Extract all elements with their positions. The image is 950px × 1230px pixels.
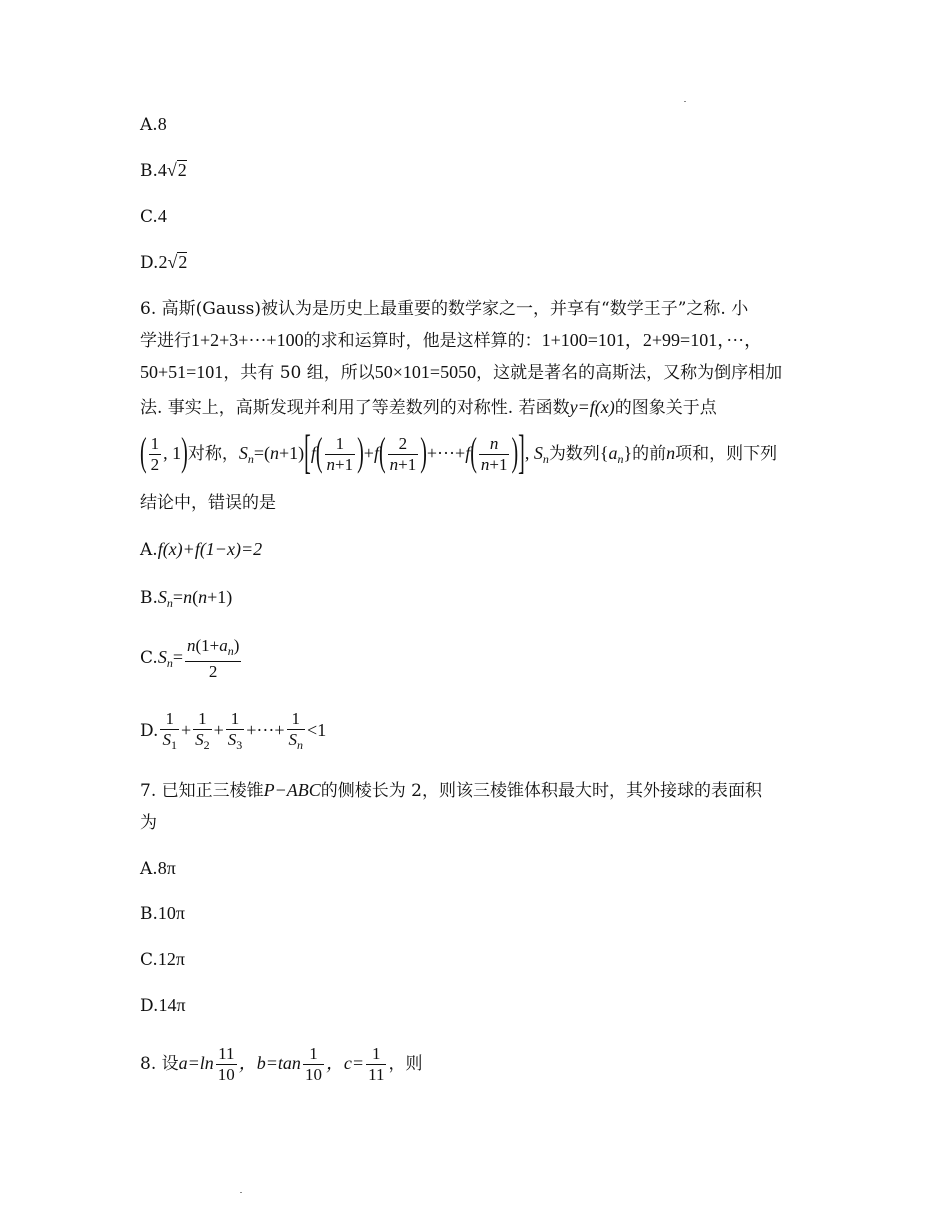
q6-option-c (140, 632, 243, 682)
fraction-one-half: $\frac{1}{2}$ (150, 434, 160, 474)
text: 8. 设 (140, 1054, 179, 1074)
text: ，则 (388, 1054, 423, 1074)
radicand: 2 (178, 252, 188, 272)
text: 的图象关于点 (614, 398, 717, 418)
fraction: $\frac{1}{11}$ (368, 1044, 385, 1084)
q7-option-c (140, 947, 185, 972)
text: ，共有 50 组，所以 (223, 363, 375, 383)
math: 50+51=101 (140, 362, 224, 382)
math: f (310, 443, 316, 463)
q8-line-1 (140, 1038, 422, 1088)
q6-line-5 (140, 428, 777, 478)
text: 为数列 (548, 444, 600, 464)
q7-option-b (140, 901, 185, 926)
option-label: A. (140, 540, 158, 560)
text: 7. 已知正三棱锥 (140, 781, 264, 801)
q6-option-a (140, 537, 262, 562)
fraction: $\frac{1}{S_3}$ (227, 708, 243, 752)
q7-option-d (140, 993, 186, 1018)
math: + (213, 720, 224, 740)
option-label: A. (140, 859, 158, 879)
paren: ( (140, 431, 147, 475)
option-label: C. (140, 648, 158, 668)
text: 的求和运算时，他是这样算的： (303, 331, 542, 351)
option-label: C. (140, 207, 158, 227)
option-label: B. (140, 161, 158, 181)
text: 法. 事实上，高斯发现并利用了等差数列的对称性. 若函数 (140, 398, 570, 418)
option-coef: 2 (158, 252, 168, 272)
fraction: $\frac{1}{S_1}$ (162, 708, 177, 752)
q6-line-1: 6. 高斯(Gauss)被认为是历史上最重要的数学家之一，并享有“数学王子”之称. 小 (140, 299, 749, 319)
fraction: $\frac{1}{10}$ (304, 1044, 322, 1084)
option-coef: 4 (157, 160, 167, 180)
bracket: [ (304, 426, 311, 480)
q7-line-1 (140, 778, 762, 803)
q5-option-b (140, 158, 187, 183)
bracket: ] (518, 426, 525, 480)
paren: ) (420, 431, 427, 475)
math: a=ln (178, 1053, 214, 1073)
text: ，这就是著名的高斯法，又称为倒序相加 (476, 363, 783, 383)
math: 1+100=101，2+99=101，···， (541, 330, 763, 350)
paren: ( (315, 431, 323, 475)
fraction: $\frac{n}{n+1}$ (480, 434, 508, 474)
paren: ( (378, 431, 386, 475)
fraction: $\frac{1}{S_2}$ (195, 708, 210, 752)
math: n (666, 443, 676, 463)
q5-option-c (140, 204, 167, 229)
option-value: 14π (158, 995, 186, 1015)
math: +···+ (246, 720, 285, 740)
q6-option-b (140, 585, 232, 615)
text: 的侧棱长为 2，则该三棱锥体积最大时，其外接球的表面积 (320, 781, 762, 801)
option-label: B. (140, 904, 158, 924)
q6-line-3 (140, 360, 782, 385)
math: <1 (307, 720, 327, 740)
paren: ) (181, 431, 188, 475)
math: =(n+1) (253, 443, 305, 463)
option-value: 4 (157, 206, 167, 226)
math: ，c= (325, 1053, 365, 1073)
math: $S_n=$ (157, 647, 183, 670)
fraction: $\frac{1}{S_n}$ (288, 708, 304, 752)
option-label: D. (140, 996, 159, 1016)
option-label: C. (140, 950, 158, 970)
option-label: B. (140, 588, 158, 608)
paren: ) (511, 431, 519, 475)
math: f(x)+f(1−x)=2 (157, 539, 263, 559)
option-value: 8π (157, 858, 176, 878)
fraction: $\frac{1}{n+1}$ (326, 434, 354, 474)
math: +f (363, 443, 379, 463)
q6-line-6: 结论中，错误的是 (140, 493, 276, 513)
radicand: 2 (177, 160, 187, 180)
speck-mark (684, 101, 686, 102)
math: $S_n$ (238, 443, 254, 466)
q5-option-d (140, 250, 187, 275)
option-value: 12π (157, 949, 185, 969)
fraction: $\frac{11}{10}$ (217, 1044, 235, 1084)
option-value: 8 (157, 114, 167, 134)
option-label: D. (140, 721, 159, 741)
math: + (180, 720, 192, 740)
paren: ( (470, 431, 477, 475)
q7-line-2: 为 (140, 813, 157, 833)
option-value: 10π (157, 903, 185, 923)
option-label: A. (140, 115, 158, 135)
math: 50×101=5050 (374, 362, 477, 382)
q7-option-a (140, 856, 176, 881)
sqrt-sign: √ (167, 252, 178, 272)
q6-line-4 (140, 395, 717, 420)
fraction: $\frac{2}{n+1}$ (389, 434, 417, 474)
text: 学进行 (140, 331, 191, 351)
math: $S_n=n(n+1)$ (157, 587, 233, 610)
paren: ) (357, 431, 364, 475)
text: 项和，则下列 (675, 444, 778, 464)
math: +···+f (426, 443, 471, 463)
q6-option-d (140, 705, 326, 755)
math: $\{a_n\}$ (599, 443, 633, 466)
math: 1+2+3+···+100 (191, 330, 304, 350)
math: , $S_n$ (524, 443, 549, 466)
speck-mark (240, 1192, 242, 1193)
fraction: $\frac{n(1+a_n)}{2}$ (186, 635, 240, 681)
math: y=f(x) (569, 397, 615, 417)
option-label: D. (140, 253, 159, 273)
math: ，b=tan (238, 1053, 301, 1073)
q5-option-a (140, 112, 167, 137)
sqrt-sign: √ (166, 160, 177, 180)
q6-line-2 (140, 328, 762, 353)
math: P−ABC (263, 780, 321, 800)
text: 的前 (632, 444, 667, 464)
math: , 1 (163, 443, 182, 463)
text: 对称， (187, 444, 239, 464)
